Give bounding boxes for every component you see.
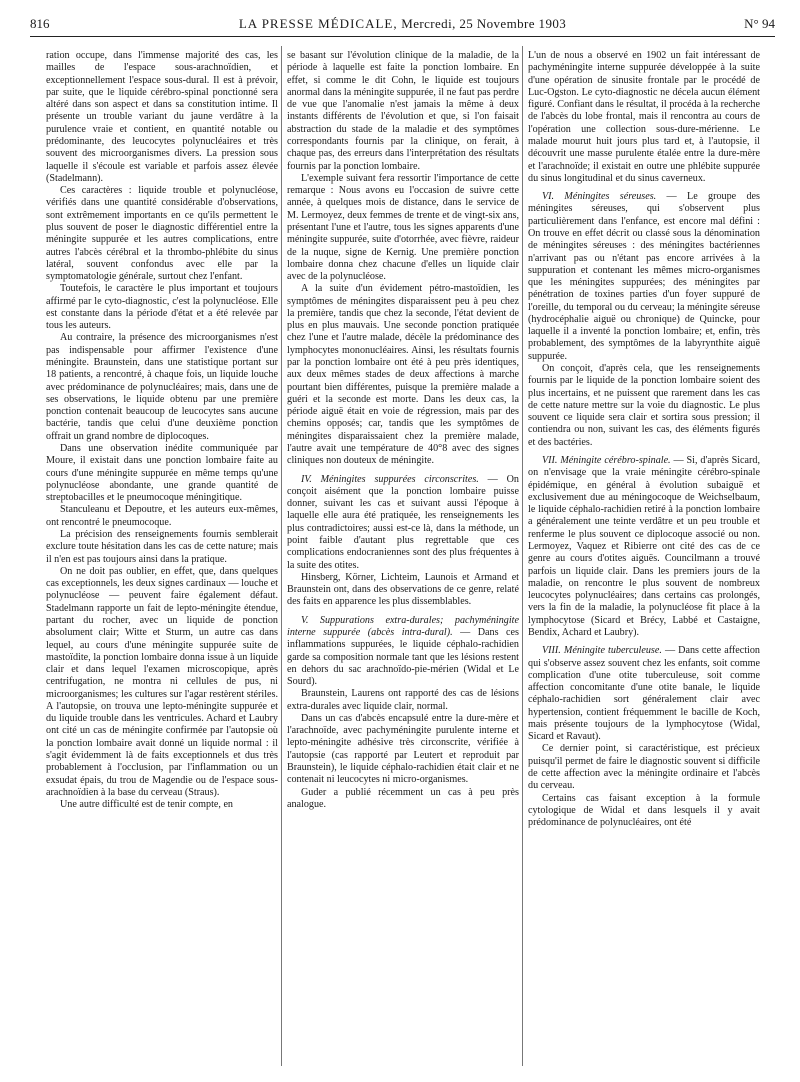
paragraph: L'exemple suivant fera ressortir l'importance de cette remarque : Nous avons eu l'occasion de suivre cette année, à quelques mois de distance, dans le service de M. Lermoyez, deux femmes de trente et de vingt-six ans, présentant l'une et l'autre, tous les signes apparents d'une méningite suppurée, suite d'otorrhée, avec fièvre, raideur de la nuque, signe de Kernig. Une première ponction lombaire donna chez chacune d'elles un liquide clair avec de la polynucléose.: [287, 172, 519, 283]
page-number: 816: [30, 16, 50, 31]
section-heading: IV. Méningites suppurées circonscrites.: [301, 473, 479, 485]
paragraph: Dans une observation inédite communiquée par Moure, il existait dans une ponction lombaire faite au cours d'une méningite suppurée en même temps qu'une polynucléose abondante, une grande quantité de streptobacilles et le pneumocoque méningitique.: [46, 443, 278, 504]
running-title: [30, 16, 775, 32]
section-heading: VII. Méningite cérébro-spinale.: [542, 455, 671, 466]
paragraph: Hinsberg, Körner, Lichteim, Launois et Armand et Braunstein ont, dans des observations de ce genre, relaté des faits en apparence les plus dissemblables.: [287, 571, 519, 608]
issue-date: Mercredi, 25 Novembre 1903: [401, 16, 567, 31]
text-column-1: [46, 50, 278, 811]
paragraph-text: — On conçoit aisément que la ponction lombaire puisse donner, suivant les cas et suivant aussi l'époque à laquelle elle aura été pratiquée, les renseignements les plus contradictoires; aussi est-ce là, dans la méthode, un point faible d'autant plus regrettable que ces complications endocraniennes sont des plus fréquentes à la suite des otites.: [287, 473, 519, 571]
paragraph: On conçoit, d'après cela, que les renseignements fournis par le liquide de la ponction lombaire soient des plus incertains, et ne puissent que rarement dans les cas de cette nature mettre sur la voie du diagnostic. Le plus souvent ce liquide sera clair et sortira sous pression; il contiendra ou non, suivant les cas, des éléments figurés et des bactéries.: [528, 363, 760, 448]
paragraph-text: — Dans cette affection qui s'observe assez souvent chez les enfants, soit comme complication d'une otite tuberculeuse, soit comme affection concomitante d'une otite banale, le liquide céphalo-rachidien sort généralement clair avec hypertension, contient fréquemment le bacille de Koch, mais présente toujours de la lymphocytose (Widal, Sicard et Ravaut).: [528, 645, 760, 743]
paragraph: Ces caractères : liquide trouble et polynucléose, vérifiés dans une quantité considérable d'observations, sont extrêmement importants en ce qu'ils permettent le plus souvent de poser le diagnostic différentiel entre la méningite suppurée et les autres complications, entre autres l'abcès cérébral et la thrombo-phlébite du sinus latéral, souvent confondus avec elle par la symptomatologie générale, surtout chez l'enfant.: [46, 185, 278, 283]
section-paragraph: [528, 645, 760, 743]
section-paragraph: [528, 191, 760, 363]
paragraph-text: — Si, d'après Sicard, on n'envisage que la vraie méningite cérébro-spinale épidémique, en général à évolution subaiguë et exclusivement due au méningocoque de Weichselbaum, le liquide céphalo-rachidien retiré à la ponction lombaire a généralement une teinte verdâtre et un peu trouble et renferme le plus souvent ce diplocoque associé ou non. Lermoyez, Vaquez et Ribierre ont cité des cas de ce genre au cours d'otites aiguës. Councilmann a trouvé parfois un liquide clair. Dans les premiers jours de la maladie, on rencontre le plus souvent de nombreux leucocytes polynucléaires; dans certains cas prolongés, vers la fin de la maladie, la polynucléose fit place à la lymphocytose (Sicard et Brécy, Labbé et Castaigne, Bendix, Achard et Laubry).: [528, 455, 760, 638]
paragraph: ration occupe, dans l'immense majorité des cas, les mailles de l'espace sous-arachnoïdien, et exceptionnellement l'espace sous-dural. Il est à prévoir, par suite, que le liquide cérébro-spinal ponctionné sera altéré dans son aspect et dans sa constitution intime. Il présente un trouble variant du jaune verdâtre à la purulence vraie et contient, en quantité notable ou prédominante, des leucocytes polynucléaires et très souvent des microorganismes divers. La pression sous laquelle il s'écoule est variable et parfois assez élevée (Stadelmann).: [46, 50, 278, 184]
paragraph-text: — Dans ces inflammations suppurées, le liquide céphalo-rachidien garde sa composition normale tant que les lésions restent en dehors du sac arachnoïdo-pie-mérien (Widal et Le Sourd).: [287, 626, 519, 688]
paragraph: Toutefois, le caractère le plus important et toujours affirmé par le cyto-diagnostic, c'est la polynucléose. Elle est constante dans la période d'état et a été relevée par tous les auteurs.: [46, 283, 278, 332]
paragraph: On ne doit pas oublier, en effet, que, dans quelques cas exceptionnels, les deux signes cardinaux — louche et polynucléose — peuvent faire également défaut. Stadelmann rapporte un fait de lepto-méningite étendue, partant du rocher, avec un liquide de ponction absolument clair; Witte et Sturm, un autre cas dans lequel, au cours d'une méningite suppurée suite de mastoïdite, la ponction lombaire donna issue à un liquide clair et dans lequel l'examen microscopique, après centrifugation, ne montra ni cellules de pus, ni microorganismes; les cultures sur l'agar restèrent stériles. A l'autopsie, on trouva une lepto-méningite suppurée et du liquide trouble dans les ventricules. Achard et Laubry ont cité un cas de méningite confirmée par l'autopsie où la ponction lombaire avait donné un liquide normal : il s'agit évidemment là de faits exceptionnels et dus très probablement à l'occlusion, par l'inflammation ou un exsudat épais, du trou de Magendie ou de l'espace sous-arachnoïdien à la base du cerveau (Straus).: [46, 565, 278, 798]
section-paragraph: [528, 455, 760, 639]
paragraph: Dans un cas d'abcès encapsulé entre la dure-mère et l'arachnoïde, avec pachyméningite purulente interne et lepto-méningite adhésive très circonscrite, vérifiée à l'autopsie (cas rapporté par Leutert et reproduit par Braunstein), le liquide céphalo-rachidien était clair et ne contenait ni leucocytes ni micro-organismes.: [287, 712, 519, 786]
section-heading: VIII. Méningite tuberculeuse.: [542, 645, 662, 657]
paragraph: Braunstein, Laurens ont rapporté des cas de lésions extra-durales avec liquide clair, normal.: [287, 688, 519, 712]
page-header: [30, 14, 775, 37]
paragraph: Guder a publié récemment un cas à peu près analogue.: [287, 786, 519, 810]
paragraph: Certains cas faisant exception à la formule cytologique de Widal et dans lesquels il y avait prédominance de polynucléaires, ont été: [528, 792, 760, 829]
column-rule: [522, 46, 523, 1066]
paragraph: se basant sur l'évolution clinique de la maladie, de la période à laquelle est faite la ponction lombaire. En effet, si comme le dit Cohn, le liquide est toujours anormal dans la méningite suppurée, il ne faut pas perdre de vue que l'anomalie n'est jamais la même à deux instants différents de l'évolution et que, si l'on faisait abstraction du stade de la maladie et des symptômes correspondants fournis par la clinique, on ferait, à chaque pas, des erreurs dans l'interprétation des résultats fournis par la ponction lombaire.: [287, 50, 519, 172]
section-paragraph: [287, 474, 519, 572]
paragraph: L'un de nous a observé en 1902 un fait intéressant de pachyméningite interne suppurée développée à la suite d'une opération de sinusite frontale par le procédé de Luc-Ogston. Le cyto-diagnostic ne décela aucun élément figuré. Confiant dans le résultat, il procéda à la recherche de l'abcès du lobe frontal, mais il rencontra au cours de l'opération une collection sous-dure-mérienne. Le malade mourut huit jours plus tard et, à l'autopsie, il découvrit une masse purulente étalée entre la dure-mère et l'arachnoïde; il existait en outre une phlébite suppurée du sinus longitudinal et du sinus caverneux.: [528, 50, 760, 184]
paragraph: Au contraire, la présence des microorganismes n'est pas indispensable pour affirmer l'existence d'une méningite. Braunstein, dans une statistique portant sur 18 patients, a rencontré, à chaque fois, un liquide louche avec prédominance de polynucléaires; mais, dans une de ses observations, le liquide obtenu par une première ponction contenait beaucoup de leucocytes sans aucune bactérie, tandis que celui d'une deuxième ponction offrait un grand nombre de diplocoques.: [46, 332, 278, 442]
paragraph: La précision des renseignements fournis semblerait exclure toute hésitation dans les cas de cette nature; mais il n'en est pas toujours ainsi dans la pratique.: [46, 528, 278, 565]
paragraph: A la suite d'un évidement pétro-mastoïdien, les symptômes de méningites disparaissent peu à peu chez la première, tandis que chez la seconde, l'état devient de plus en plus mauvais. Une seconde ponction pratiquée chez l'une et l'autre malade, décèle la prédominance des lymphocytes mononucléaires. Ainsi, les résultats fournis par la ponction lombaire ont été à peu près identiques, aux deux mêmes stades de deux affections à marche pourtant bien différentes, puisque la première malade a guéri et la seconde est morte. Dans les deux cas, la période aiguë était en voie de régression, mais par des chemins opposés; car, tandis que les symptômes de méningites disparaissaient chez la première malade, l'autre avait une température de 40°8 avec des signes cliniques non douteux de méningite.: [287, 283, 519, 467]
text-column-3: [528, 50, 760, 829]
column-rule: [281, 46, 282, 1066]
text-column-2: [287, 50, 519, 811]
paragraph: Stanculeanu et Depoutre, et les auteurs eux-mêmes, ont rencontré le pneumocoque.: [46, 504, 278, 528]
section-paragraph: [287, 615, 519, 689]
journal-title: LA PRESSE MÉDICALE,: [238, 16, 398, 31]
paragraph-text: — Le groupe des méningites séreuses, qui s'observent plus particulièrement dans l'enfance, est encore mal défini : On trouve en effet décrit ou classé sous la dénomination de méningites séreuses : des méningites bactériennes n'arrivant pas ou n'étant pas encore arrivées à la suppuration et contenant les mêmes micro-organismes que les méningites suppurées; des méningites par pénétration de toxines parties d'un foyer suppuré de l'oreille, du temporal ou du cerveau; la méningite séreuse (hydrocéphalie aiguë ou chronique) de Quincke, pour laquelle il a inventé la ponction lombaire; et, enfin, très probablement, des symptômes de la labyrynthite aiguë suppurée.: [528, 191, 760, 362]
section-heading: V. Suppurations extra-durales; pachyméningite interne suppurée (abcès intra-dural).: [287, 614, 519, 638]
paragraph: Une autre difficulté est de tenir compte, en: [60, 799, 233, 811]
section-heading: VI. Méningites séreuses.: [542, 191, 657, 203]
paragraph: Ce dernier point, si caractéristique, est précieux puisqu'il permet de faire le diagnostic souvent si difficile de cette affection avec la méningite ordinaire et l'abcès du cerveau.: [528, 743, 760, 792]
issue-number: N° 94: [744, 16, 775, 31]
